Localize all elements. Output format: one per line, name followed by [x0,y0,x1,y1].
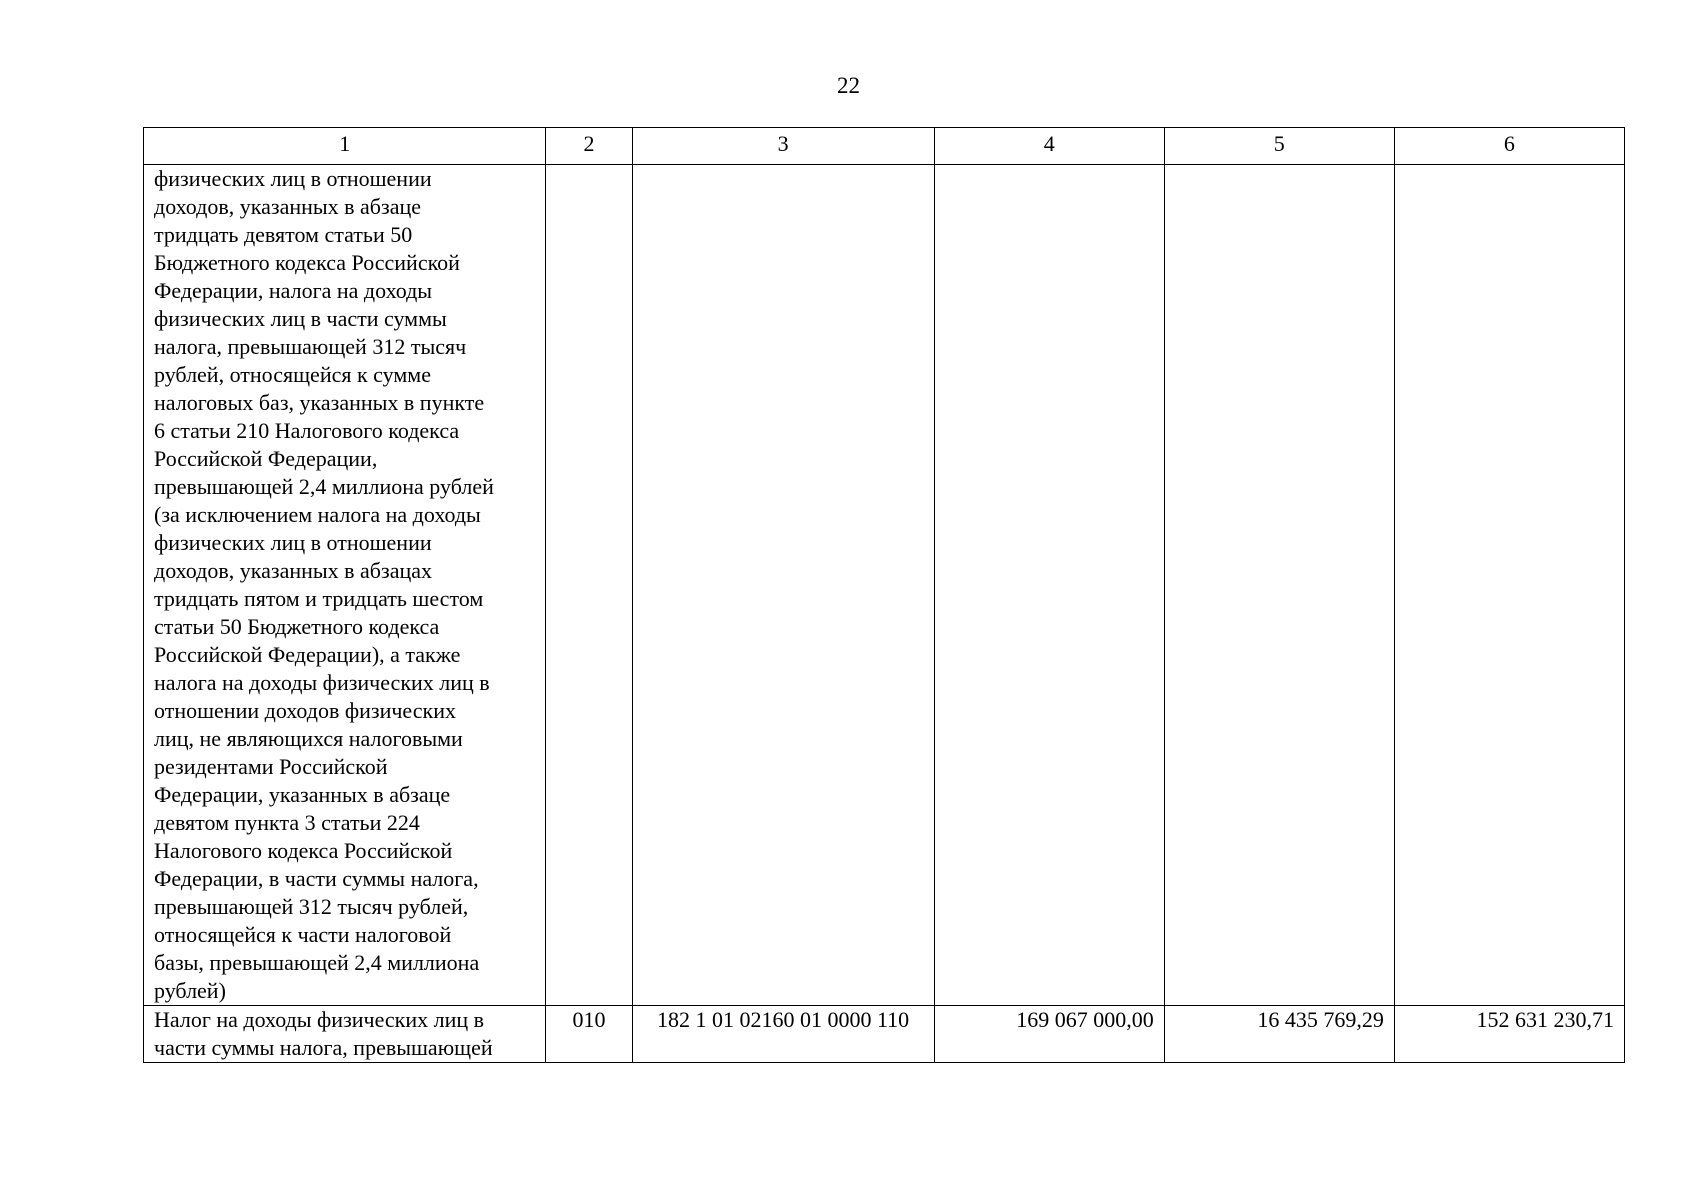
column-4-cell [934,165,1164,1006]
table-row [144,1006,1625,1063]
column-header-4: 4 [934,128,1164,165]
page-number: 22 [837,73,860,98]
description-cell: физических лиц в отношении доходов, указанных в абзаце тридцать девятом статьи 50 Бюджетного кодекса Российской Федерации, налога на доходы физических лиц в части суммы налога, превышающей 312 тысяч рублей, относящейся к сумме налоговых баз, указанных в пункте 6 статьи 210 Налогового кодекса Российской Федерации, превышающей 2,4 миллиона рублей (за исключением налога на доходы физических лиц в отношении доходов, указанных в абзацах тридцать пятом и тридцать шестом статьи 50 Бюджетного кодекса Российской Федерации), а также налога на доходы физических лиц в отношении доходов физических лиц, не являющихся налоговыми резидентами Российской Федерации, указанных в абзаце девятом пункта 3 статьи 224 Налогового кодекса Российской Федерации, в части суммы налога, превышающей 312 тысяч рублей, относящейся к части налоговой базы, превышающей 2,4 миллиона рублей) [144,165,546,1006]
description-cell: Налог на доходы физических лиц в части суммы налога, превышающей [144,1006,546,1063]
column-header-6: 6 [1394,128,1624,165]
report-table [143,127,1625,1063]
column-6-cell [1394,165,1624,1006]
column-header-5: 5 [1164,128,1394,165]
line-code-cell: 010 [546,1006,632,1063]
column-5-cell [1164,165,1394,1006]
column-4-cell: 169 067 000,00 [934,1006,1164,1063]
budget-code-cell [632,165,934,1006]
budget-code-cell: 182 1 01 02160 01 0000 110 [632,1006,934,1063]
column-6-cell: 152 631 230,71 [1394,1006,1624,1063]
column-header-2: 2 [546,128,632,165]
table-header [144,128,1625,165]
header-row [144,128,1625,165]
table-body [144,165,1625,1063]
line-code-cell [546,165,632,1006]
table-row [144,165,1625,1006]
column-5-cell: 16 435 769,29 [1164,1006,1394,1063]
column-header-1: 1 [144,128,546,165]
column-header-3: 3 [632,128,934,165]
